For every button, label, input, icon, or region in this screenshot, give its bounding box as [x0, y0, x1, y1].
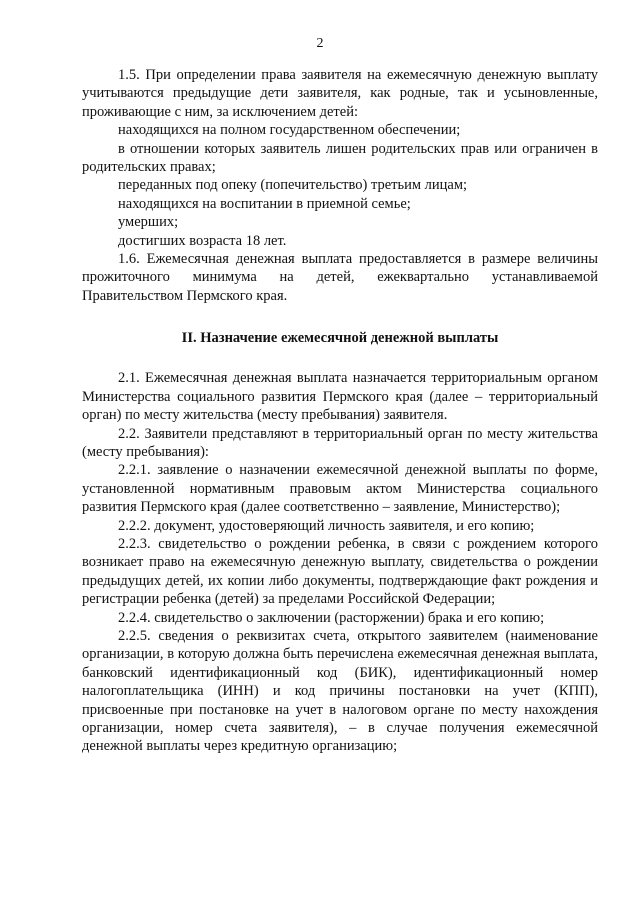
section-heading: II. Назначение ежемесячной денежной выплаты: [181, 330, 499, 347]
paragraph-1-5: 1.5. При определении права заявителя на ежемесячную денежную выплату учитываются предыдущие дети заявителя, как родные, так и усыновленные, проживающие с ним, за исключением детей:: [82, 67, 598, 120]
list-item-age-18: достигших возраста 18 лет.: [118, 232, 287, 249]
paragraph-2-2-2: 2.2.2. документ, удостоверяющий личность заявителя, и его копию;: [118, 517, 535, 534]
list-item-guardianship: переданных под опеку (попечительство) третьим лицам;: [118, 177, 468, 194]
document-body: [82, 66, 598, 756]
paragraph-1-6: 1.6. Ежемесячная денежная выплата предоставляется в размере величины прожиточного минимума на детей, ежеквартально устанавливаемой Правительством Пермского края.: [82, 251, 598, 304]
paragraph-2-2: 2.2. Заявители представляют в территориальный орган по месту жительства (месту пребывания):: [82, 425, 598, 460]
paragraph-2-1: 2.1. Ежемесячная денежная выплата назначается территориальным органом Министерства социального развития Пермского края (далее – территориальный орган) по месту жительства (месту пребывания) заявителя.: [82, 370, 598, 424]
list-item-parental-rights: в отношении которых заявитель лишен родительских прав или ограничен в родительских правах;: [82, 140, 598, 176]
page-number: 2: [316, 36, 324, 51]
list-item-foster-family: находящихся на воспитании в приемной семье;: [118, 195, 411, 212]
paragraph-2-2-3: 2.2.3. свидетельство о рождении ребенка, в связи с рождением которого возникает право на ежемесячную денежную выплату, свидетельства о рождении предыдущих детей, их копии либо документы, подтверждающие факт рождения и регистрации ребенка (детей) за пределами Российской Федерации;: [82, 535, 598, 608]
list-item-state-care: находящихся на полном государственном обеспечении;: [118, 122, 461, 139]
list-item-deceased: умерших;: [118, 214, 179, 231]
paragraph-2-2-1: 2.2.1. заявление о назначении ежемесячной денежной выплаты по форме, установленной нормативным правовым актом Министерства социального развития Пермского края (далее соответственно – заявление, Министерство);: [82, 462, 598, 516]
paragraph-2-2-4: 2.2.4. свидетельство о заключении (расторжении) брака и его копию;: [118, 609, 545, 626]
paragraph-2-2-5: 2.2.5. сведения о реквизитах счета, открытого заявителем (наименование организации, в которую должна быть перечислена ежемесячная денежная выплата, банковский идентификационный код (БИК), идентификационный номер налогоплательщика (ИНН) и код причины постановки на учет (КПП), присвоенные при постановке на учет в налоговом органе по месту нахождения организации, номер счета заявителя), – в случае получения ежемесячной денежной выплаты через кредитную организацию;: [82, 627, 598, 755]
